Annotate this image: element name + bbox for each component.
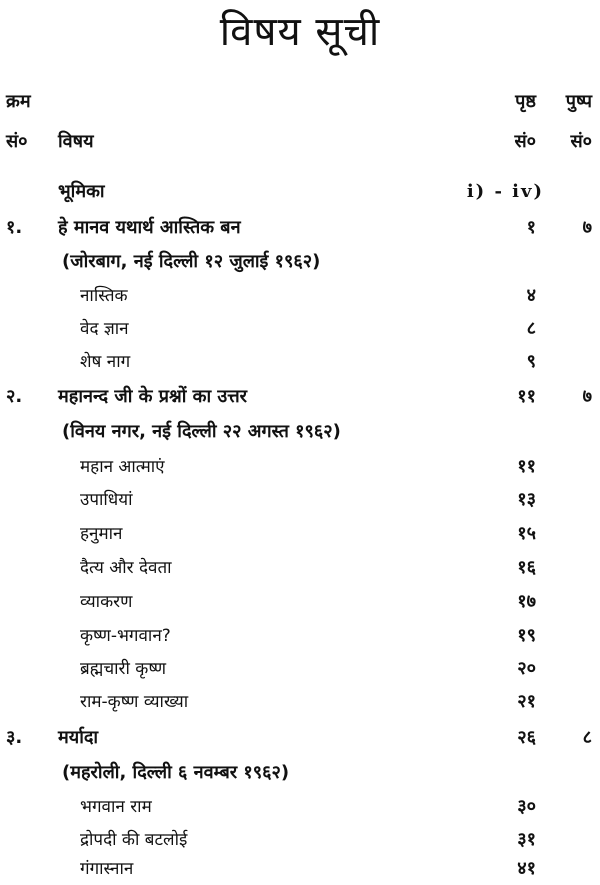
col-page-header-sub: सं० xyxy=(514,131,536,152)
section-place: (विनय नगर, नई दिल्ली २२ अगस्त १९६२) xyxy=(62,421,341,442)
toc-item-row xyxy=(0,686,600,718)
item-page: १७ xyxy=(517,591,536,612)
col-page-header: पृष्ठ xyxy=(515,91,536,112)
section-place-row xyxy=(0,246,600,278)
section-place-row xyxy=(0,416,600,448)
col-pushp-header-sub: सं० xyxy=(570,131,592,152)
section-page: २६ xyxy=(517,727,536,748)
toc-item-row xyxy=(0,552,600,584)
section-place: (जोरबाग, नई दिल्ली १२ जुलाई १९६२) xyxy=(62,251,321,272)
toc-item-row xyxy=(0,346,600,378)
toc-item-row xyxy=(0,791,600,823)
item-page: २० xyxy=(517,658,536,679)
item-page: ३१ xyxy=(517,829,536,850)
section-pushp: ७ xyxy=(582,217,592,238)
section-topic: महानन्द जी के प्रश्नों का उत्तर xyxy=(58,386,248,407)
toc-section-row xyxy=(0,381,600,413)
item-label: वेद ज्ञान xyxy=(80,319,129,339)
toc-item-row xyxy=(0,280,600,312)
col-topic-header: विषय xyxy=(58,131,94,152)
item-label: ब्रह्मचारी कृष्ण xyxy=(80,659,167,679)
col-num-header: क्रम xyxy=(6,91,31,112)
section-pushp: ८ xyxy=(582,727,592,748)
item-label: महान आत्माएं xyxy=(80,457,165,477)
toc-section-row xyxy=(0,212,600,244)
toc-intro-row xyxy=(0,176,600,208)
toc-item-row xyxy=(0,484,600,516)
section-number: १. xyxy=(6,217,23,238)
toc-item-row xyxy=(0,518,600,550)
item-page: ११ xyxy=(517,456,536,477)
item-label: शेष नाग xyxy=(80,352,131,372)
item-page: १३ xyxy=(517,489,536,510)
section-page: १ xyxy=(526,217,536,238)
section-number: ३. xyxy=(6,727,23,748)
table-header-line2 xyxy=(0,126,600,158)
toc-item-row xyxy=(0,451,600,483)
section-pushp: ७ xyxy=(582,386,592,407)
item-page: ४ xyxy=(526,285,536,306)
item-label: नास्तिक xyxy=(80,286,128,306)
item-label: राम-कृष्ण व्याख्या xyxy=(80,692,189,712)
toc-item-row xyxy=(0,313,600,345)
item-page: ८ xyxy=(526,318,536,339)
section-page: ११ xyxy=(517,386,536,407)
item-label: व्याकरण xyxy=(80,592,133,612)
item-page: १९ xyxy=(517,625,536,646)
item-label: दैत्य और देवता xyxy=(80,558,172,578)
intro-page: i) - iv) xyxy=(466,181,544,202)
toc-item-row xyxy=(0,653,600,685)
col-num-header-sub: सं० xyxy=(6,131,28,152)
item-label: उपाधियां xyxy=(80,490,133,510)
section-place: (महरोली, दिल्ली ६ नवम्बर १९६२) xyxy=(62,762,290,783)
item-page: ३० xyxy=(517,796,536,817)
item-label: भगवान राम xyxy=(80,797,152,817)
table-header-line1 xyxy=(0,86,600,118)
toc-item-row xyxy=(0,620,600,652)
item-page: १६ xyxy=(517,557,536,578)
toc-section-row xyxy=(0,722,600,754)
item-page: ९ xyxy=(526,351,536,372)
item-page: ४१ xyxy=(517,858,536,879)
section-topic: मर्यादा xyxy=(58,727,99,748)
item-label: गंगास्नान xyxy=(80,859,134,879)
col-pushp-header: पुष्प xyxy=(565,91,592,112)
section-topic: हे मानव यथार्थ आस्तिक बन xyxy=(58,217,241,238)
item-label: द्रोपदी की बटलोई xyxy=(80,830,188,850)
toc-item-row xyxy=(0,586,600,618)
item-page: १५ xyxy=(517,523,536,544)
section-number: २. xyxy=(6,386,23,407)
item-label: कृष्ण-भगवान? xyxy=(80,626,171,646)
toc-item-row xyxy=(0,824,600,856)
item-page: २१ xyxy=(517,691,536,712)
page-title: विषय सूची xyxy=(219,9,381,55)
section-place-row xyxy=(0,757,600,789)
intro-topic: भूमिका xyxy=(58,181,105,202)
toc-item-row xyxy=(0,853,600,885)
item-label: हनुमान xyxy=(80,524,123,544)
